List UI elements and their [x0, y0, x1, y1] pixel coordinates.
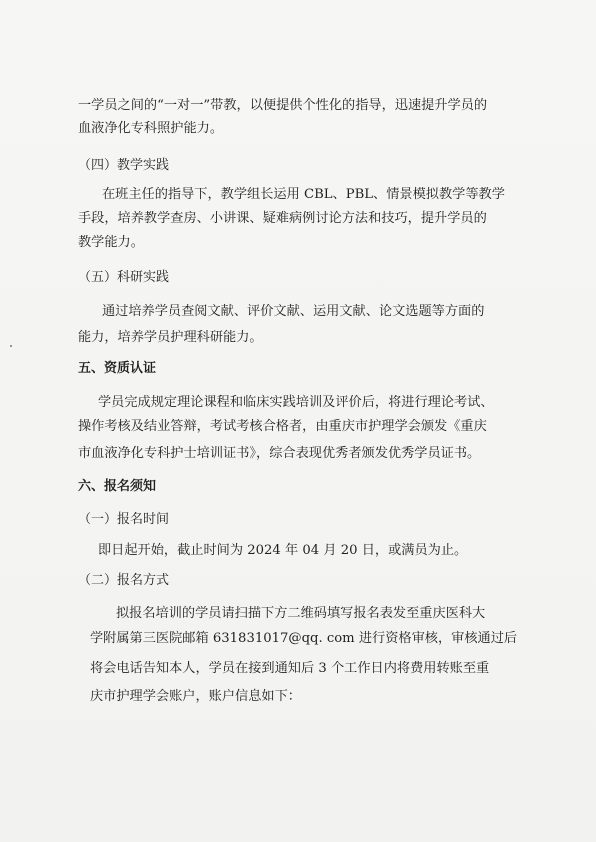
section-6-1-body: 即日起开始，截止时间为 2024 年 04 月 20 日，或满员为止。: [98, 543, 468, 558]
section-4-line-2: 手段，培养教学查房、小讲课、疑难病例讨论方法和技巧，提升学员的: [78, 211, 487, 226]
section-6-2-line-1: 拟报名培训的学员请扫描下方二维码填写报名表发至重庆医科大: [116, 606, 486, 621]
heading-6: 六、报名须知: [78, 479, 157, 494]
section-6-2-line-4: 庆市护理学会账户，账户信息如下：: [90, 689, 301, 704]
heading-5-line-1: 学员完成规定理论课程和临床实践培训及评价后，将进行理论考试、: [98, 395, 494, 410]
heading-5-line-3: 市血液净化专科护士培训证书》，综合表现优秀者颁发优秀学员证书。: [78, 446, 481, 461]
intro-line-1: 一学员之间的“一对一”带教，以便提供个性化的指导，迅速提升学员的: [78, 98, 488, 113]
heading-5-line-2: 操作考核及结业答辩，考试考核合格者，由重庆市护理学会颁发《重庆: [78, 419, 487, 434]
section-6-2-line-2: 学附属第三医院邮箱 631831017@qq. com 进行资格审核，审核通过后: [90, 631, 518, 646]
section-5-line-2: 能力，培养学员护理科研能力。: [78, 330, 263, 345]
section-4-line-1: 在班主任的指导下，教学组长运用 CBL、PBL、情景模拟教学等教学: [102, 187, 505, 202]
section-4-line-3: 教学能力。: [78, 235, 144, 250]
section-4-title: （四）教学实践: [78, 158, 170, 173]
section-6-2-title: （二）报名方式: [78, 573, 170, 588]
intro-line-2: 血液净化专科照护能力。: [78, 121, 224, 136]
section-6-1-title: （一）报名时间: [78, 512, 170, 527]
section-6-2-line-3: 将会电话告知本人，学员在接到通知后 3 个工作日内将费用转账至重: [90, 661, 490, 676]
scan-speck: [10, 345, 12, 347]
heading-5: 五、资质认证: [78, 361, 157, 376]
section-5-title: （五）科研实践: [78, 270, 170, 285]
section-5-line-1: 通过培养学员查阅文献、评价文献、运用文献、论文选题等方面的: [102, 304, 485, 319]
